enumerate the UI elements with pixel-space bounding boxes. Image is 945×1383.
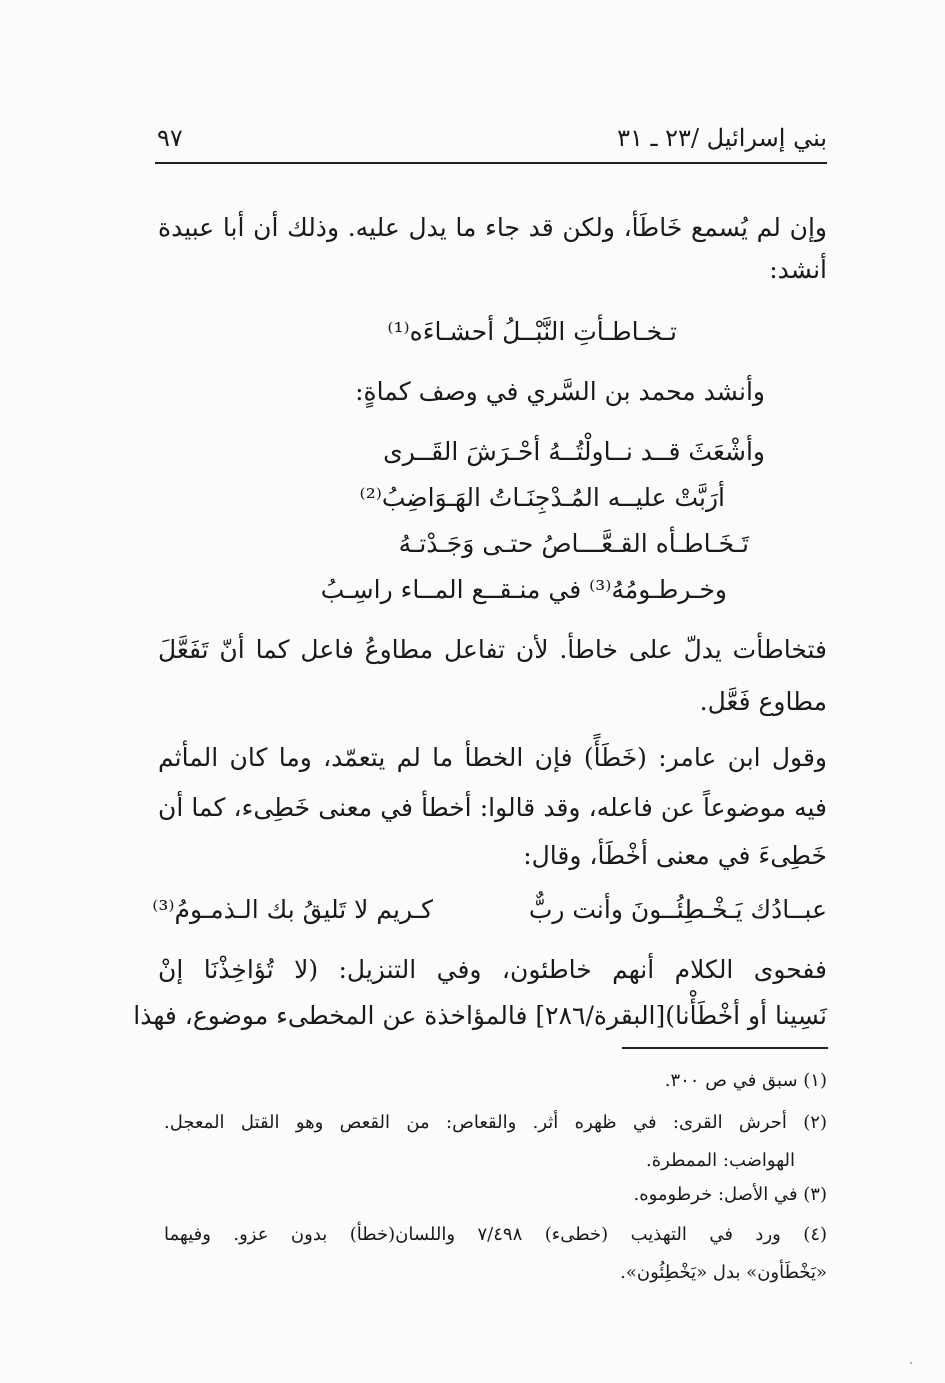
page-number: ٩٧ (157, 124, 183, 152)
footnote: (٤) ورد في التهذيب (خطىء) ٧/٤٩٨ واللسان(خطأ) بدون عزو. وفيهما (164, 1224, 828, 1245)
paragraph-line: ففحوى الكلام أنهم خاطئون، وفي التنزيل: (لا تُؤاخِذْنَا إنْ (158, 955, 827, 984)
verse-hemistich: تَـخَـاطـأه القـعَّـــاصُ حتـى وَجَـدْتـهُ (398, 529, 749, 558)
verse-hemistich: أرَبَّتْ عليــه المُـدْجِنَـاتُ الهَـوَاضِبُ⁽²⁾ (359, 483, 725, 512)
paragraph-line: وقول ابن عامر: (خَطَأً) فإن الخطأ ما لم يتعمّد، وما كان المأثم (158, 743, 827, 772)
paragraph-line: أنشد: (769, 255, 827, 284)
footnote-separator (622, 1047, 828, 1049)
verse-line: تـخـاطـأتِ النَّبْــلُ أحشـاءَه⁽¹⁾ (387, 317, 677, 346)
verse-hemistich: وخـرطـومُهُ⁽³⁾ في منـقــع المــاء راسِـبُ (320, 575, 727, 604)
page-header (155, 118, 827, 164)
verse-hemistich: عبــادُك يَـخْـطِئُــونَ وأنت ربٌّ (528, 895, 827, 924)
paragraph-line: وإن لم يُسمع خَاطَأ، ولكن قد جاء ما يدل عليه. وذلك أن أبا عبيدة (158, 213, 827, 242)
verse-hemistich: كـريم لا تَليقُ بك الـذمـومُ⁽³⁾ (152, 895, 433, 924)
header-title: بني إسرائيل /٢٣ ـ ٣١ (617, 124, 827, 152)
verse-hemistich: وأشْعَثَ قــد نــاولْتُــهُ أحْـرَشَ القَــرى (383, 437, 765, 466)
footnote: (٢) أحرش القرى: في ظهره أثر. والقعاص: من القعص وهو القتل المعجل. (164, 1112, 827, 1133)
footnote-continuation: «يَخْطَأون» بدل «يَخْطِئُون». (620, 1262, 827, 1283)
paragraph-line: فتخاطأت يدلّ على خاطأ. لأن تفاعل مطاوعُ فاعل كما أنّ تَفَعَّلَ (158, 635, 827, 664)
footnote: (١) سبق في ص ٣٠٠. (664, 1070, 827, 1091)
paragraph-line: فيه موضوعاً عن فاعله، وقد قالوا: أخطأ في معنى خَطِىء، كما أن (158, 793, 827, 822)
paragraph-line: خَطِىءَ في معنى أخْطَأ، وقال: (523, 841, 827, 870)
paragraph-line: نَسِينا أو أخْطَأْنا)[البقرة/٢٨٦] فالمؤاخذة عن المخطىء موضوع، فهذا (133, 1001, 827, 1030)
footnote: (٣) في الأصل: خرطوموه. (633, 1184, 827, 1205)
scan-speck (910, 1362, 912, 1364)
paragraph-line: مطاوع فَعَّل. (699, 687, 827, 716)
paragraph-line: وأنشد محمد بن السَّري في وصف كماةٍ: (355, 377, 765, 406)
footnote-continuation: الهواضب: الممطرة. (646, 1150, 795, 1171)
